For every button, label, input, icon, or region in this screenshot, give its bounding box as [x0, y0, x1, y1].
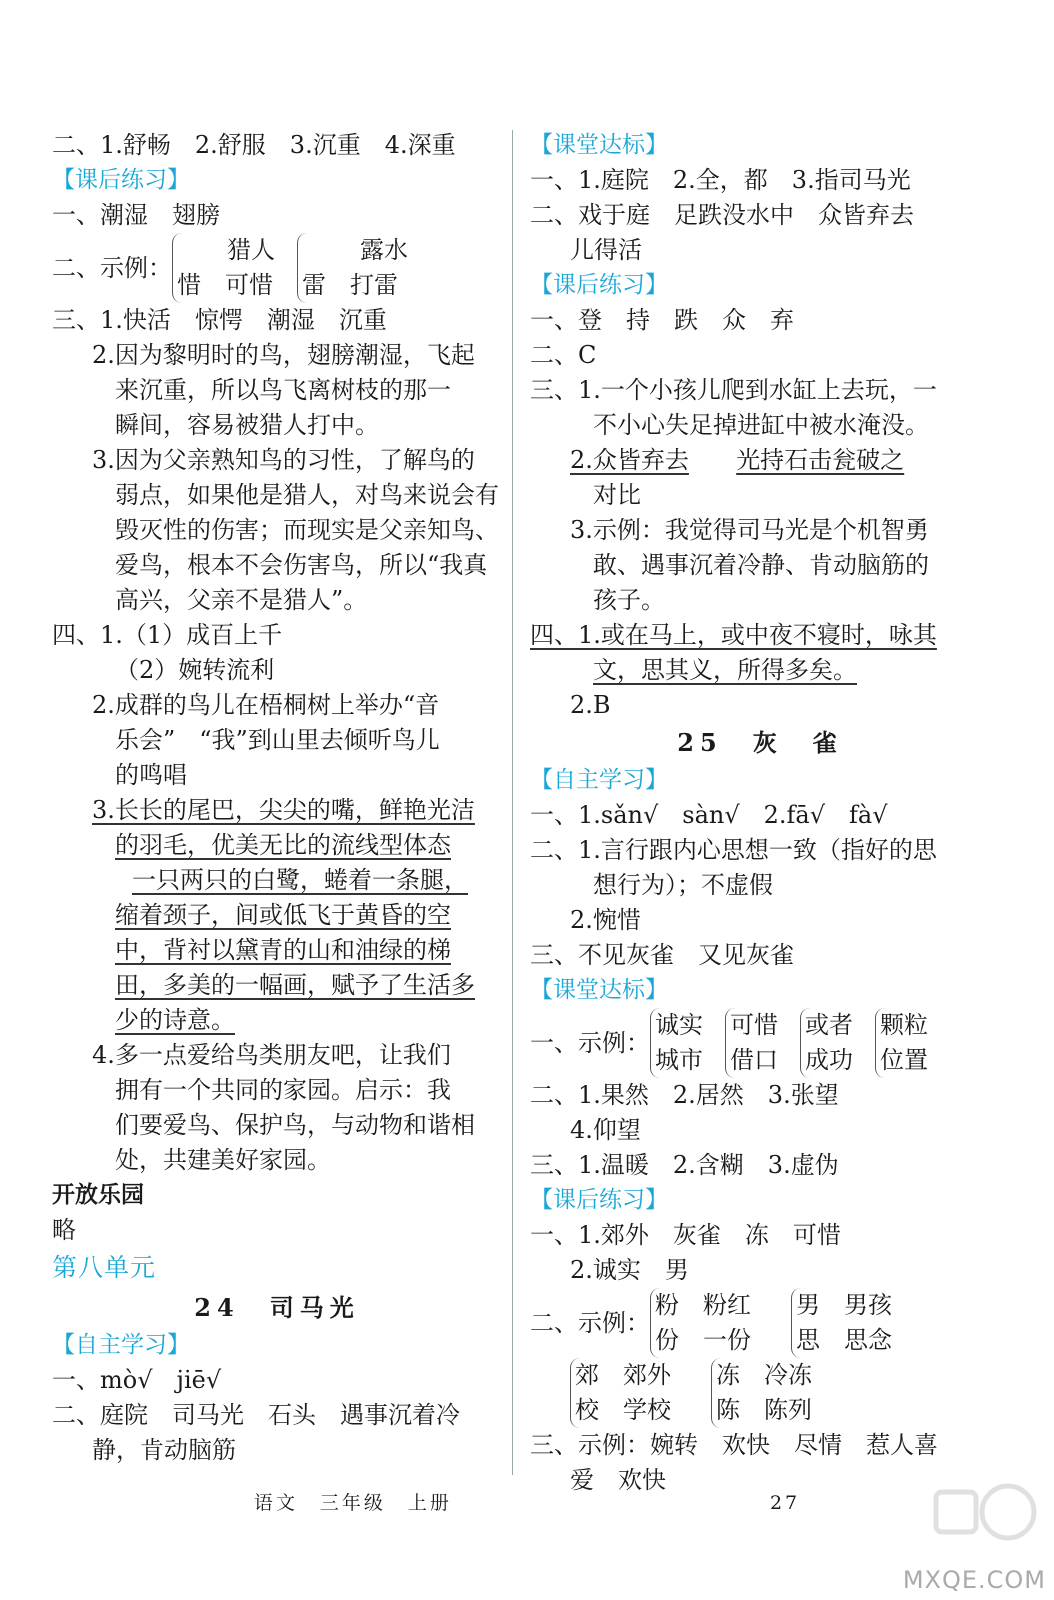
underlined-text: 2.众皆弃去 — [570, 446, 689, 474]
section-tag: 【课后练习】 — [530, 1187, 668, 1213]
underlined-text: 田，多美的一幅画，赋予了生活多 — [115, 971, 475, 999]
example-label: 二、示例： — [52, 253, 172, 282]
answer-line — [52, 1003, 502, 1038]
answer-line: 二、1.言行跟内心思想一致（指好的思 — [530, 836, 937, 864]
underlined-text: 缩着颈子，间或低飞于黄昏的空 — [115, 901, 451, 929]
answer-line: 孩子。 — [593, 586, 665, 614]
answer-line: 高兴，父亲不是猎人”。 — [115, 586, 368, 614]
example-label: 一、示例： — [530, 1028, 650, 1057]
group-item: 诚实 — [655, 1011, 703, 1039]
answer-line: 爱鸟，根本不会伤害鸟，所以“我真 — [115, 551, 488, 579]
answer-line: 一、登 持 跌 众 弃 — [530, 306, 794, 334]
answer-line: 乐会” “我”到山里去倾听鸟儿 — [115, 726, 440, 754]
brace-group — [725, 1008, 778, 1078]
group-item: 校 学校 — [575, 1396, 671, 1424]
group-item: 思 思念 — [796, 1326, 892, 1354]
section-tag: 【课堂达标】 — [530, 977, 668, 1003]
group-item: 冻 冷冻 — [716, 1361, 812, 1389]
group-item: 位置 — [880, 1046, 928, 1074]
lesson-title: 24 司马光 — [194, 1293, 360, 1322]
answer-line: 儿得活 — [570, 236, 642, 264]
brace-group — [875, 1008, 928, 1078]
answer-line: 不小心失足掉进缸中被水淹没。 — [593, 411, 929, 439]
answer-line: 瞬间，容易被猎人打中。 — [115, 411, 379, 439]
example-label: 二、示例： — [530, 1308, 650, 1337]
answer-line: 一、1.郊外 灰雀 冻 可惜 — [530, 1221, 841, 1249]
underlined-text: 文，思其义，所得多矣。 — [593, 656, 857, 684]
answer-line: 二、庭院 司马光 石头 遇事沉着冷 — [52, 1401, 460, 1429]
answer-line: 2.成群的鸟儿在梧桐树上举办“音 — [92, 691, 440, 719]
answer-line: 毁灭性的伤害；而现实是父亲知鸟、 — [115, 516, 499, 544]
section-tag: 【自主学习】 — [530, 767, 668, 793]
answer-line: 敢、遇事沉着冷静、肯动脑筋的 — [593, 551, 929, 579]
underlined-text: 光持石击瓮破之 — [736, 446, 905, 474]
watermark-text: MXQE.COM — [902, 1566, 1046, 1594]
group-item: 借口 — [730, 1046, 778, 1074]
group-item: 郊 郊外 — [575, 1361, 671, 1389]
answer-line — [52, 828, 502, 863]
section-tag: 【自主学习】 — [52, 1332, 190, 1358]
example-row — [530, 1358, 990, 1428]
answer-line: 三、1.快活 惊愕 潮湿 沉重 — [52, 306, 387, 334]
answer-line: 二、C — [530, 341, 597, 369]
answer-line: 4.仰望 — [570, 1116, 641, 1144]
answer-line — [530, 653, 990, 688]
brace-group — [172, 233, 275, 303]
example-row — [530, 1008, 990, 1078]
answer-line: 弱点，如果他是猎人，对鸟来说会有 — [115, 481, 499, 509]
answer-line — [530, 618, 990, 653]
brace-group — [570, 1358, 671, 1428]
underlined-text: 少的诗意。 — [115, 1006, 235, 1034]
lesson-title: 25 灰 雀 — [677, 728, 843, 757]
answer-line: 三、1.温暖 2.含糊 3.虚伪 — [530, 1151, 839, 1179]
brace-group — [650, 1288, 751, 1358]
brace-group — [800, 1008, 853, 1078]
answer-line: 三、1.一个小孩儿爬到水缸上去玩，一 — [530, 376, 937, 404]
answer-line: 三、示例：婉转 欢快 尽情 惹人喜 — [530, 1431, 938, 1459]
brace-group — [791, 1288, 892, 1358]
group-item: 雷 打雷 — [302, 271, 398, 299]
group-item: 男 男孩 — [796, 1291, 892, 1319]
answer-line: 略 — [52, 1216, 76, 1244]
group-item: 可惜 — [730, 1011, 778, 1039]
example-row — [52, 233, 502, 303]
brace-group — [297, 233, 408, 303]
answer-line: 拥有一个共同的家园。启示：我 — [115, 1076, 451, 1104]
answer-line: 一、mò√ jiē√ — [52, 1366, 222, 1394]
answer-line — [52, 863, 502, 898]
answer-line — [52, 933, 502, 968]
answer-line — [52, 793, 502, 828]
answer-line: 的鸣唱 — [115, 761, 187, 789]
answer-line: 四、1.（1）成百上千 — [52, 621, 283, 649]
underlined-text: 3.长长的尾巴，尖尖的嘴，鲜艳光洁 — [92, 796, 475, 824]
group-item: 露水 — [360, 236, 408, 264]
section-tag: 【课堂达标】 — [530, 132, 668, 158]
answer-line: 3.示例：我觉得司马光是个机智勇 — [570, 516, 929, 544]
answer-line: 二、戏于庭 足跌没水中 众皆弃去 — [530, 201, 914, 229]
section-tag: 【课后练习】 — [530, 272, 668, 298]
underlined-text: 的羽毛，优美无比的流线型体态 — [115, 831, 451, 859]
section-heading: 开放乐园 — [52, 1182, 144, 1208]
answer-line: 三、不见灰雀 又见灰雀 — [530, 941, 794, 969]
answer-line: 二、1.舒畅 2.舒服 3.沉重 4.深重 — [52, 131, 456, 159]
right-column — [530, 128, 990, 1498]
brace-group — [711, 1358, 812, 1428]
answer-line: 3.因为父亲熟知鸟的习性，了解鸟的 — [92, 446, 475, 474]
group-item: 颗粒 — [880, 1011, 928, 1039]
group-item: 陈 陈列 — [716, 1396, 812, 1424]
column-divider — [512, 130, 513, 1475]
underlined-text: 中，背衬以黛青的山和油绿的梯 — [115, 936, 451, 964]
answer-line: 一、潮湿 翅膀 — [52, 201, 220, 229]
answer-line — [530, 443, 990, 478]
example-row — [530, 1288, 990, 1358]
answer-line: 2.因为黎明时的鸟，翅膀潮湿，飞起 — [92, 341, 475, 369]
answer-line: 来沉重，所以鸟飞离树枝的那一 — [115, 376, 451, 404]
group-item: 惜 可惜 — [177, 271, 273, 299]
group-item: 或者 — [805, 1011, 853, 1039]
group-item: 成功 — [805, 1046, 853, 1074]
answer-line: 想行为）；不虚假 — [593, 871, 773, 899]
answer-line: 处，共建美好家园。 — [115, 1146, 331, 1174]
answer-line: 一、1.sǎn√ sàn√ 2.fā√ fà√ — [530, 801, 888, 829]
section-tag: 【课后练习】 — [52, 167, 190, 193]
group-item: 份 一份 — [655, 1326, 751, 1354]
answer-line: 对比 — [593, 481, 641, 509]
footer-text: 语文 三年级 上册 — [253, 1492, 452, 1514]
answer-line: 一、1.庭院 2.全，都 3.指司马光 — [530, 166, 911, 194]
group-item: 城市 — [655, 1046, 703, 1074]
answer-line: 们要爱鸟、保护鸟，与动物和谐相 — [115, 1111, 475, 1139]
answer-line: 4.多一点爱给鸟类朋友吧，让我们 — [92, 1041, 451, 1069]
underlined-text: 一只两只的白鹭，蜷着一条腿， — [132, 866, 468, 894]
answer-line: 2.诚实 男 — [570, 1256, 689, 1284]
answer-line — [52, 968, 502, 1003]
answer-line: （2）婉转流利 — [115, 656, 275, 684]
answer-line — [52, 898, 502, 933]
watermark-logo-icon — [930, 1480, 1040, 1550]
answer-line: 2.惋惜 — [570, 906, 641, 934]
underlined-text: 四、1.或在马上，或中夜不寝时，咏其 — [530, 621, 937, 649]
left-column — [52, 128, 502, 1468]
answer-line: 静，肯动脑筋 — [92, 1436, 236, 1464]
page-number: 27 — [769, 1492, 801, 1514]
group-item: 粉 粉红 — [655, 1291, 751, 1319]
page-footer — [0, 1488, 1054, 1515]
answer-line: 2.B — [570, 691, 611, 719]
group-item: 猎人 — [227, 236, 275, 264]
answer-line: 爱 欢快 — [570, 1466, 666, 1494]
brace-group — [650, 1008, 703, 1078]
answer-line: 二、1.果然 2.居然 3.张望 — [530, 1081, 839, 1109]
unit-title: 第八单元 — [52, 1253, 157, 1282]
